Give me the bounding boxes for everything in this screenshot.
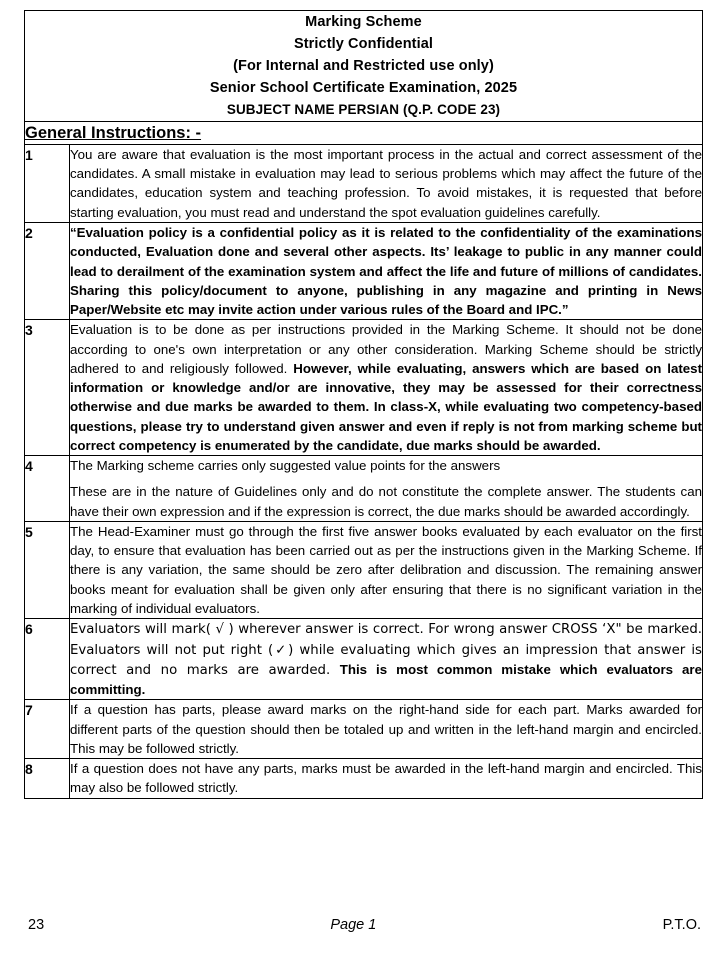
instruction-number: 6 [25, 619, 70, 700]
text-run: If a question has parts, please award marks on the right-hand side for each part. Marks awarded for different parts of the question should then be totaled up and written in the left-hand margin and encircled. This may be followed strictly. [70, 702, 702, 756]
instruction-number: 2 [25, 222, 70, 319]
instruction-number: 8 [25, 759, 70, 799]
instruction-row [25, 222, 703, 319]
text-run: The Head-Examiner must go through the first five answer books evaluated by each evaluator on the first day, to ensure that evaluation has been carried out as per the instructions given in the Marking Scheme. If there is any variation, the same should be zero after delibration and discussion. The remaining answer books meant for evaluation shall be given only after ensuring that there is no significant variation in the marking of individual evaluators. [70, 523, 702, 617]
instruction-text [70, 320, 703, 456]
instruction-text [70, 700, 703, 759]
footer-code: 23 [28, 917, 45, 933]
text-run: Evaluators will mark( √ ) wherever answer is correct. For wrong answer CROSS ‘X" be marked. Evaluators will not put right (✓) while evaluating which gives an impression that answer is correct and no marks are awarded. [70, 622, 702, 678]
instruction-row [25, 320, 703, 456]
header-title-marking-scheme: Marking Scheme [305, 14, 422, 30]
header-title-examination: Senior School Certificate Examination, 2025 [209, 80, 518, 97]
text-run: If a question does not have any parts, marks must be awarded in the left-hand margin and encircled. This may also be followed strictly. [70, 761, 702, 796]
instruction-paragraph [70, 223, 702, 319]
instruction-paragraph [70, 522, 702, 618]
instruction-paragraph [70, 320, 702, 455]
instruction-text [70, 619, 703, 700]
instruction-number: 3 [25, 320, 70, 456]
instruction-row [25, 521, 703, 618]
instruction-row [25, 759, 703, 799]
text-emphasis: “Evaluation policy is a confidential policy as it is related to the confidentiality of the examinations conducted, Evaluation done and several other aspects. Its’ leakage to public in any manner could lead to derailment of the examination system and affect the life and future of millions of candidates. Sharing this policy/document to anyone, publishing in any magazine and printing in News Paper/Website etc may invite action under various rules of the Board and IPC.” [70, 224, 702, 318]
general-instructions-cell [25, 121, 703, 144]
document-header [25, 11, 703, 122]
instruction-row [25, 144, 703, 222]
instruction-text [70, 222, 703, 319]
instruction-paragraph [70, 619, 702, 699]
text-run: These are in the nature of Guidelines only and do not constitute the complete answer. The students can have their own expression and if the expression is correct, the due marks should be awarded accordingly. [70, 484, 702, 519]
table-body [25, 11, 703, 799]
header-title-internal-use: (For Internal and Restricted use only) [233, 58, 494, 75]
instruction-paragraph [70, 700, 702, 758]
section-title: General Instructions: - [25, 123, 202, 142]
header-title-confidential: Strictly Confidential [293, 36, 434, 53]
header-row [25, 11, 703, 122]
instruction-text [70, 456, 703, 522]
footer-page-number: Page 1 [330, 917, 377, 933]
page-footer [24, 917, 703, 933]
instruction-row [25, 619, 703, 700]
text-emphasis: However, while evaluating, answers which are based on latest information or knowledge and/or are innovative, they may be assessed for their correctness otherwise and due marks be awarded to them. In class-X, while evaluating two competency-based questions, please try to understand given answer and even if reply is not from marking scheme but correct competency is enumerated by the candidate, due marks should be awarded. [70, 360, 702, 453]
instruction-number: 7 [25, 700, 70, 759]
text-run: You are aware that evaluation is the most important process in the actual and correct assessment of the candidates. A small mistake in evaluation may lead to serious problems which may affect the future of the candidates, education system and teaching profession. To avoid mistakes, it is requested that before starting evaluation, you must read and understand the spot evaluation guidelines carefully. [70, 146, 702, 220]
section-title-row [25, 121, 703, 144]
instruction-row [25, 456, 703, 522]
instruction-paragraph [70, 482, 702, 521]
instruction-text [70, 521, 703, 618]
marking-scheme-table [24, 10, 703, 799]
instruction-text [70, 759, 703, 799]
instruction-number: 4 [25, 456, 70, 522]
instruction-paragraph [70, 759, 702, 798]
header-subject-line: SUBJECT NAME PERSIAN (Q.P. CODE 23) [226, 102, 501, 118]
instruction-text [70, 144, 703, 222]
footer-pto: P.T.O. [662, 917, 701, 933]
text-run: Evaluation is to be done as per instructions provided in the Marking Scheme. It should not be done according to one's own interpretation or any other consideration. Marking Scheme should be strictly adhered to and religiously followed. [70, 322, 702, 376]
instruction-number: 5 [25, 521, 70, 618]
text-run: The Marking scheme carries only suggested value points for the answers [70, 458, 501, 474]
instruction-paragraph [70, 456, 702, 475]
instruction-paragraph [70, 145, 702, 222]
instruction-number: 1 [25, 144, 70, 222]
text-emphasis: This is most common mistake which evaluators are committing. [70, 661, 702, 698]
instruction-row [25, 700, 703, 759]
